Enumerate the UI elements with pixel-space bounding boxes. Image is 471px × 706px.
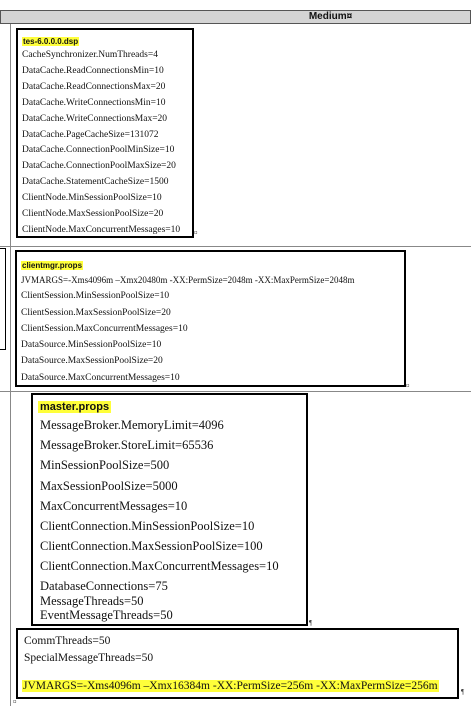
column-header-medium: Medium¤ <box>308 11 353 22</box>
config-line: ClientSession.MinSessionPoolSize=10 <box>21 291 170 302</box>
config-file-title: master.props <box>40 401 110 413</box>
config-lines <box>24 633 153 667</box>
config-line: JVMARGS=-Xms4096m –Xmx20480m -XX:PermSize=2048m -XX:MaxPermSize=2048m <box>21 275 355 285</box>
config-line: DataSource.MaxConcurrentMessages=10 <box>21 372 180 383</box>
config-line: CommThreads=50 <box>24 635 111 647</box>
config-line: ClientNode.MinSessionPoolSize=10 <box>22 193 162 204</box>
config-line: ClientConnection.MaxConcurrentMessages=10 <box>40 559 279 574</box>
highlighted-config-line: JVMARGS=-Xms4096m –Xmx16384m -XX:PermSize=256m -XX:MaxPermSize=256m <box>23 680 438 692</box>
config-line: DataCache.WriteConnectionsMin=10 <box>22 97 166 108</box>
config-lines <box>21 272 354 386</box>
config-line: MessageBroker.StoreLimit=65536 <box>40 438 214 453</box>
config-line: MinSessionPoolSize=500 <box>40 458 170 473</box>
config-file-title: clientmgr.props <box>22 261 83 270</box>
config-line: DataSource.MinSessionPoolSize=10 <box>21 340 162 351</box>
config-box-clientmgr <box>15 250 406 387</box>
left-cell-fragment <box>0 248 6 350</box>
config-lines-compact <box>40 579 173 623</box>
config-line: SpecialMessageThreads=50 <box>24 652 154 664</box>
config-line: ClientConnection.MinSessionPoolSize=10 <box>40 519 255 534</box>
config-line: MessageBroker.MemoryLimit=4096 <box>40 418 224 432</box>
paragraph-mark: ¶ <box>461 688 465 696</box>
config-line: ClientNode.MaxConcurrentMessages=10 <box>22 224 181 235</box>
config-line: DataCache.ConnectionPoolMaxSize=20 <box>22 161 176 172</box>
config-line: DataCache.ReadConnectionsMax=20 <box>22 81 166 92</box>
config-line: ClientConnection.MaxSessionPoolSize=100 <box>40 539 263 554</box>
cell-end-mark: ¤ <box>13 698 17 706</box>
config-line: DataCache.StatementCacheSize=1500 <box>22 177 169 188</box>
table-column-divider <box>10 24 11 706</box>
table-row-divider <box>0 246 471 247</box>
config-line: ClientSession.MaxSessionPoolSize=20 <box>21 307 171 318</box>
config-line: DataSource.MaxSessionPoolSize=20 <box>21 356 163 367</box>
config-box-master-props <box>31 393 308 626</box>
config-box-tes-dsp <box>16 28 194 238</box>
config-lines <box>40 415 279 577</box>
config-line: DatabaseConnections=75 <box>40 579 168 593</box>
cell-end-mark: ¤ <box>194 229 198 237</box>
config-line: MaxSessionPoolSize=5000 <box>40 478 178 493</box>
config-line: MessageThreads=50 <box>40 593 144 608</box>
config-line: MaxConcurrentMessages=10 <box>40 498 188 513</box>
config-line: ClientNode.MaxSessionPoolSize=20 <box>22 209 164 220</box>
config-line: CacheSynchronizer.NumThreads=4 <box>22 50 158 60</box>
config-line: ClientSession.MaxConcurrentMessages=10 <box>21 323 188 334</box>
config-lines <box>22 48 180 239</box>
config-box-threads <box>16 628 459 699</box>
table-header <box>0 10 471 24</box>
config-line: DataCache.ConnectionPoolMinSize=10 <box>22 145 175 156</box>
cell-end-mark: ¤ <box>406 382 410 390</box>
config-file-title: tes-6.0.0.0.dsp <box>23 37 79 46</box>
paragraph-mark: ¶ <box>309 619 313 627</box>
table-row-divider <box>0 391 471 392</box>
config-line: DataCache.ReadConnectionsMin=10 <box>22 65 164 76</box>
config-line: DataCache.PageCacheSize=131072 <box>22 129 159 140</box>
config-line: DataCache.WriteConnectionsMax=20 <box>22 113 168 124</box>
config-line: EventMessageThreads=50 <box>40 608 173 622</box>
